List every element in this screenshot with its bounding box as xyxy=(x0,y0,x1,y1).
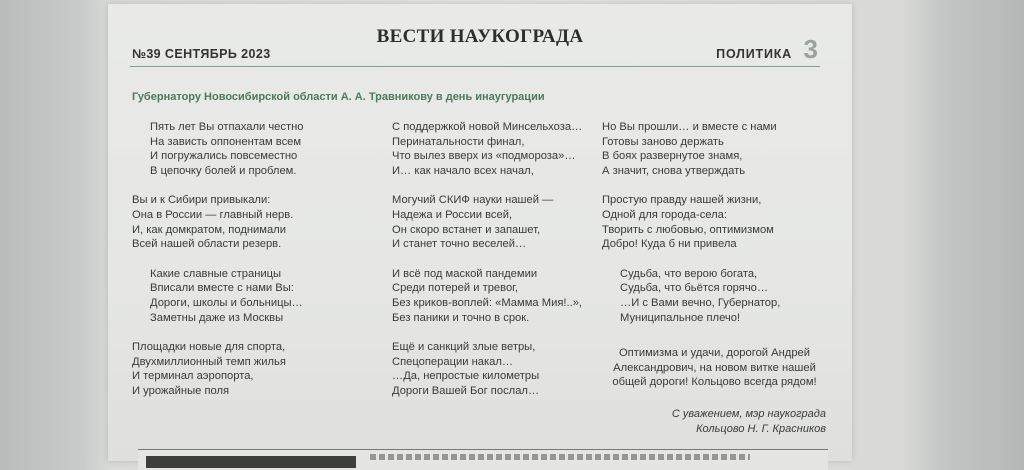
poem-line: Двухмиллионный темп жилья xyxy=(132,355,286,368)
poem-line: И терминал аэропорта, xyxy=(132,370,254,383)
poem-dedication: Губернатору Новосибирской области А. А. Травникову в день инаугурации xyxy=(132,91,545,103)
poem-line: Вписали вместе с нами Вы: xyxy=(150,282,294,295)
header-divider xyxy=(130,66,820,67)
poem-column-3 xyxy=(602,120,832,340)
poem-line: …И с Вами вечно, Губернатор, xyxy=(620,296,781,309)
poem-line: Судьба, что бьётся горячо… xyxy=(620,282,769,295)
poem-line: Он скоро встанет и запашет, xyxy=(392,223,541,236)
signature xyxy=(628,407,826,437)
poem-line: Вы и к Сибири привыкали: xyxy=(132,194,271,207)
poem-line: Перинатальности финал, xyxy=(392,135,525,148)
poem-line: Надежа и России всей, xyxy=(392,208,513,221)
poem-line: Среди потерей и тревог, xyxy=(392,282,519,295)
poem-line: Муниципальное плечо! xyxy=(620,311,741,324)
poem-line: Одной для города-села: xyxy=(602,208,727,221)
poem-line: Ещё и санкций злые ветры, xyxy=(392,341,536,354)
poem-line: Всей нашей области резерв. xyxy=(132,238,282,251)
stanza xyxy=(602,120,832,178)
poem-line: И… как начало всех начал, xyxy=(392,164,534,177)
poem-line: Добро! Куда б ни привела xyxy=(602,238,737,251)
stanza xyxy=(602,193,832,251)
stanza xyxy=(392,267,602,325)
stanza xyxy=(392,340,602,398)
poem-line: В цепочку болей и проблем. xyxy=(150,164,297,177)
section-label: ПОЛИТИКА xyxy=(716,47,792,61)
stanza xyxy=(132,193,332,251)
stanza xyxy=(132,267,332,325)
poem-line: И всё под маской пандемии xyxy=(392,267,538,280)
poem-line: Готовы заново держать xyxy=(602,135,724,148)
poem-line: Площадки новые для спорта, xyxy=(132,341,286,354)
poem-line: Простую правду нашей жизни, xyxy=(602,194,762,207)
poem-line: Творить с любовью, оптимизмом xyxy=(602,223,774,236)
poem-line: Судьба, что верою богата, xyxy=(620,267,758,280)
closing-wishes xyxy=(602,346,827,390)
poem-line: На зависть оппонентам всем xyxy=(150,135,302,148)
poem-line: В боях развернутое знамя, xyxy=(602,150,743,163)
signature-line: С уважением, мэр наукограда xyxy=(671,408,826,420)
poem-line: Она в России — главный нерв. xyxy=(132,208,294,221)
poem-line: А значит, снова утверждать xyxy=(602,164,746,177)
next-article-photo xyxy=(146,456,356,468)
newspaper-title: ВЕСТИ НАУКОГРАДА xyxy=(376,26,584,47)
poem-line: Без паники и точно в срок. xyxy=(392,311,530,324)
wishes-line: общей дороги! Кольцово всегда рядом! xyxy=(612,376,817,389)
poem-line: И погружались повсеместно xyxy=(150,150,298,163)
next-article-text-fragment xyxy=(370,454,750,460)
poem-line: Какие славные страницы xyxy=(150,267,282,280)
poem-line: Могучий СКИФ науки нашей — xyxy=(392,194,554,207)
poem-line: …Да, непростые километры xyxy=(392,370,540,383)
newspaper-page xyxy=(108,4,852,461)
poem-line: Дороги Вашей Бог послал… xyxy=(392,384,540,397)
stanza xyxy=(602,267,832,325)
poem-line: И станет точно веселей… xyxy=(392,238,527,251)
poem-line: Без криков-воплей: «Мамма Мия!..», xyxy=(392,296,583,309)
poem-line: Дороги, школы и больницы… xyxy=(150,296,303,309)
wishes-line: Александрович, на новом витке нашей xyxy=(613,361,816,374)
signature-line: Кольцово Н. Г. Красников xyxy=(696,422,826,435)
poem-column-2 xyxy=(392,120,602,414)
stanza xyxy=(392,193,602,251)
poem-line: Но Вы прошли… и вместе с нами xyxy=(602,121,777,133)
page-number: 3 xyxy=(803,34,818,64)
issue-date: №39 СЕНТЯБРЬ 2023 xyxy=(132,47,271,61)
poem-line: Спецоперации накал… xyxy=(392,355,514,368)
poem-line: И, как домкратом, поднимали xyxy=(132,223,286,236)
poem-line: Пять лет Вы отпахали честно xyxy=(150,121,304,133)
poem-line: С поддержкой новой Минсельхоза… xyxy=(392,121,583,133)
poem-column-1 xyxy=(132,120,332,414)
poem-line: И урожайные поля xyxy=(132,384,230,397)
stanza xyxy=(132,340,332,398)
poem-line: Что вылез вверх из «подмороза»… xyxy=(392,150,576,163)
stanza xyxy=(132,120,332,178)
stanza xyxy=(392,120,602,178)
poem-line: Заметны даже из Москвы xyxy=(150,311,284,324)
wishes-line: Оптимизма и удачи, дорогой Андрей xyxy=(618,347,811,359)
